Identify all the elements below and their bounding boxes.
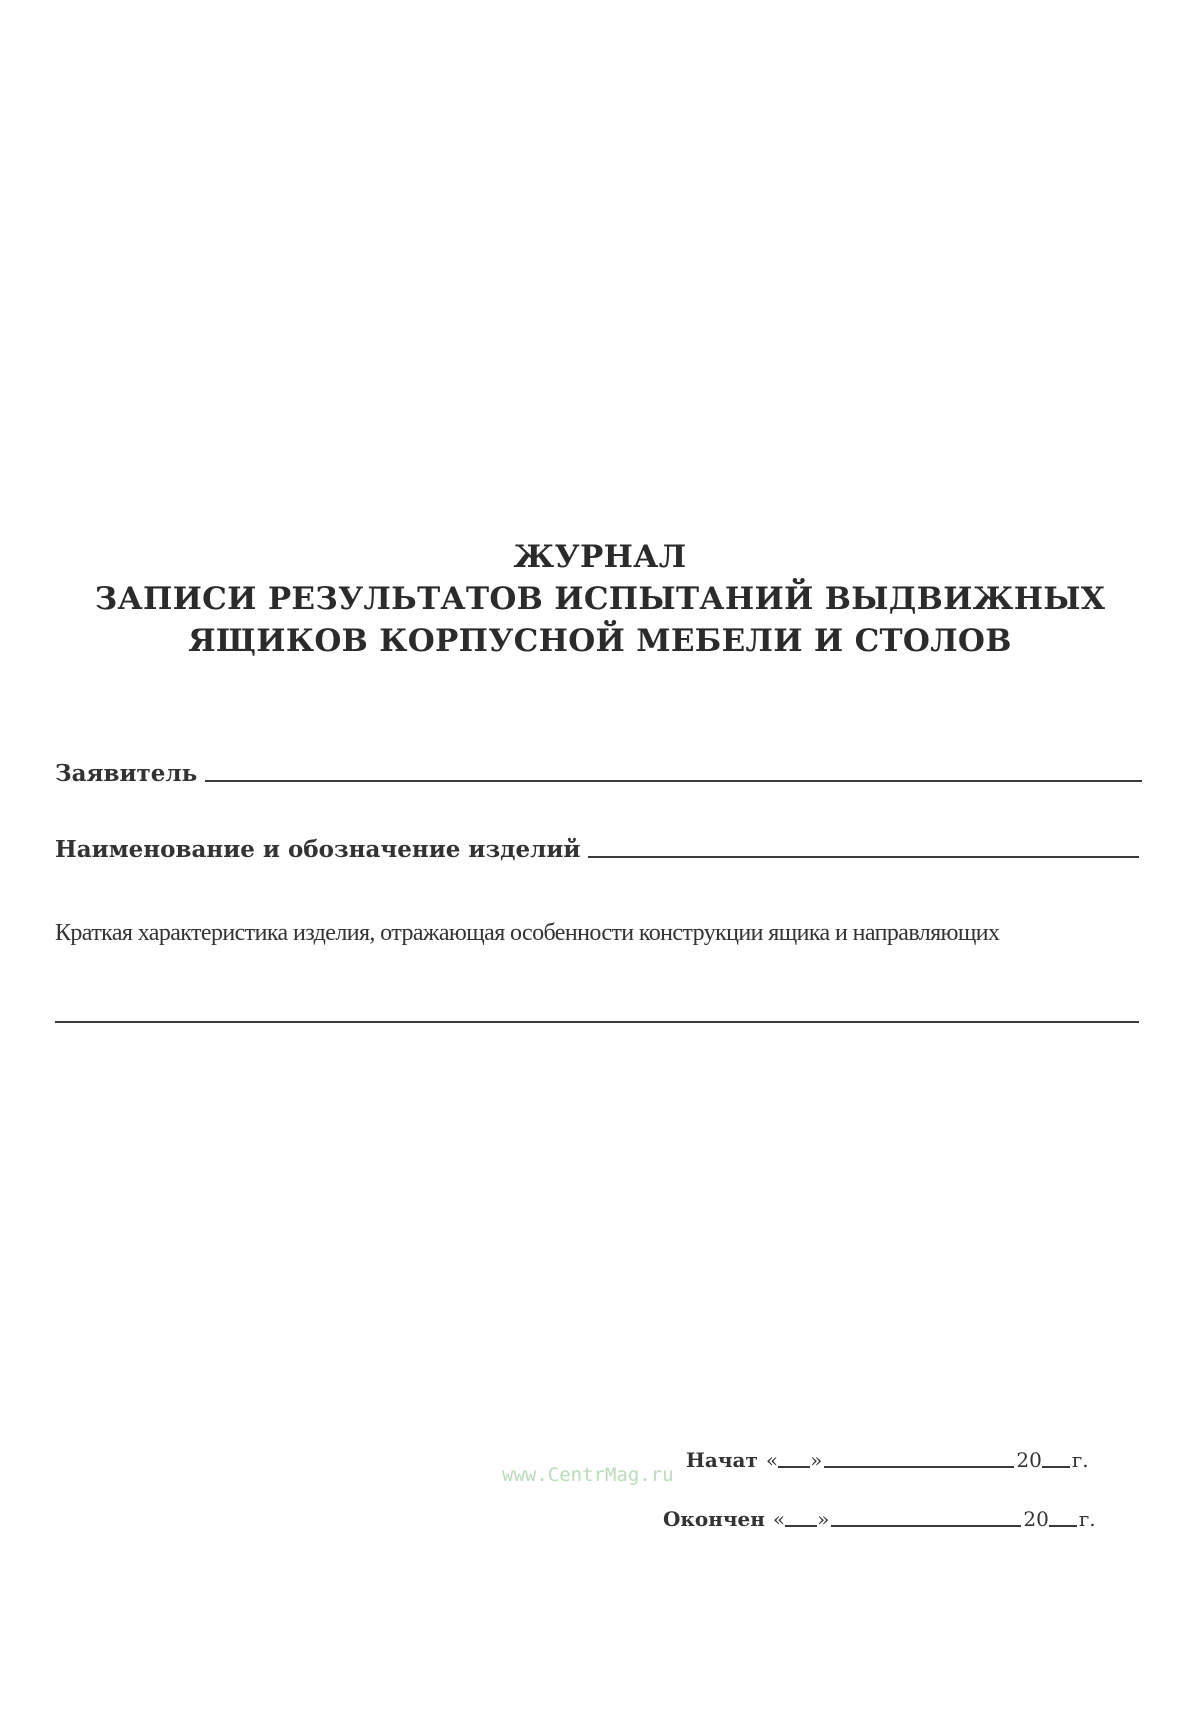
end-date-label: Окончен bbox=[663, 1507, 765, 1531]
end-date-row bbox=[663, 1507, 1096, 1531]
applicant-row bbox=[55, 760, 1142, 787]
start-date-label: Начат bbox=[686, 1448, 758, 1472]
end-year-suffix: г. bbox=[1078, 1507, 1096, 1531]
applicant-label: Заявитель bbox=[55, 760, 198, 787]
end-month-blank[interactable] bbox=[831, 1525, 1021, 1527]
start-date-row bbox=[686, 1448, 1089, 1472]
applicant-fill-line[interactable] bbox=[205, 780, 1142, 782]
title-line-1: ЖУРНАЛ bbox=[513, 539, 687, 575]
product-fill-line[interactable] bbox=[588, 856, 1139, 858]
close-quote: » bbox=[817, 1507, 830, 1531]
open-quote: « bbox=[765, 1448, 779, 1472]
document-title bbox=[0, 536, 1200, 662]
start-day-blank[interactable] bbox=[778, 1466, 810, 1468]
title-line-2: ЗАПИСИ РЕЗУЛЬТАТОВ ИСПЫТАНИЙ ВЫДВИЖНЫХ bbox=[94, 581, 1106, 617]
start-year-prefix: 20 bbox=[1016, 1448, 1042, 1472]
watermark: www.CentrMag.ru bbox=[502, 1464, 674, 1486]
product-label: Наименование и обозначение изделий bbox=[55, 836, 581, 863]
product-row bbox=[55, 836, 1139, 863]
close-quote: » bbox=[810, 1448, 823, 1472]
description-label: Краткая характеристика изделия, отражающая особенности конструкции ящика и направляющих bbox=[55, 920, 1000, 946]
title-line-3: ЯЩИКОВ КОРПУСНОЙ МЕБЕЛИ И СТОЛОВ bbox=[188, 623, 1012, 659]
open-quote: « bbox=[772, 1507, 786, 1531]
description-fill-line[interactable] bbox=[55, 1021, 1139, 1023]
end-day-blank[interactable] bbox=[785, 1525, 817, 1527]
end-year-blank[interactable] bbox=[1049, 1525, 1077, 1527]
start-year-blank[interactable] bbox=[1042, 1466, 1070, 1468]
start-year-suffix: г. bbox=[1071, 1448, 1089, 1472]
end-year-prefix: 20 bbox=[1023, 1507, 1049, 1531]
start-month-blank[interactable] bbox=[824, 1466, 1014, 1468]
